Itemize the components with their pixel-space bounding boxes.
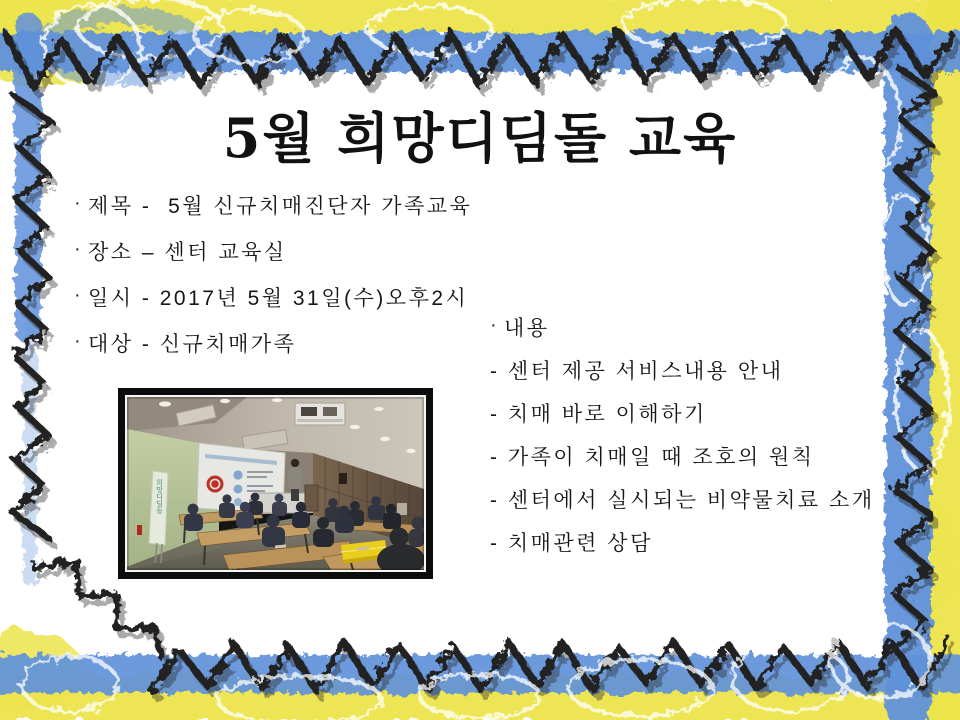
bullet-dot: · bbox=[74, 284, 84, 306]
info-item-text: 제목 - 5월 신규치매진단자 가족교육 bbox=[88, 195, 473, 218]
list-item bbox=[74, 190, 472, 236]
info-item-text: 대상 - 신규치매가족 bbox=[88, 333, 297, 356]
content-list bbox=[490, 312, 875, 570]
banner-text: 희망디딤돌 bbox=[155, 479, 163, 514]
list-item bbox=[74, 282, 472, 328]
list-item: - 센터에서 실시되는 비약물치료 소개 bbox=[490, 489, 875, 512]
list-item: - 가족이 치매일 때 조호의 원칙 bbox=[490, 446, 815, 469]
info-item-text: 일시 - 2017년 5월 31일(수)오후2시 bbox=[88, 287, 469, 310]
list-item: - 센터 제공 서비스내용 안내 bbox=[490, 360, 784, 383]
slide-title: 5월 희망디딤돌 교육 bbox=[222, 106, 738, 170]
list-item bbox=[74, 328, 472, 374]
list-item bbox=[74, 236, 472, 282]
list-item: - 치매관련 상담 bbox=[490, 532, 653, 555]
classroom-photo bbox=[125, 395, 426, 572]
content-heading bbox=[490, 312, 875, 355]
photo-frame bbox=[118, 388, 433, 579]
info-item-text: 장소 – 센터 교육실 bbox=[88, 241, 287, 264]
bullet-dot: · bbox=[74, 330, 84, 352]
list-item: - 치매 바로 이해하기 bbox=[490, 403, 707, 426]
bullet-dot: · bbox=[74, 238, 84, 260]
info-list bbox=[74, 190, 472, 374]
bullet-dot: · bbox=[490, 314, 500, 336]
content-heading-text: 내용 bbox=[504, 317, 550, 340]
bullet-dot: · bbox=[74, 192, 84, 214]
